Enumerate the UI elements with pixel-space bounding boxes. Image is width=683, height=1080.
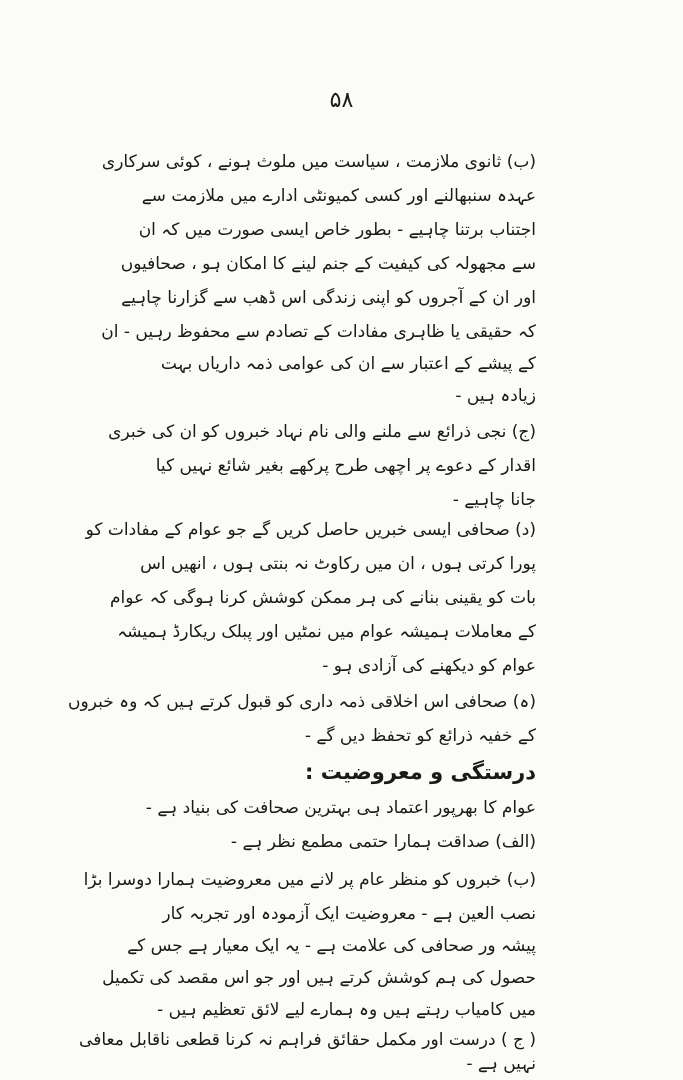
section1-b-line-8: زیادہ ہیں -	[455, 386, 536, 406]
section2-heading: درستگی و معروضیت :	[305, 760, 536, 784]
section1-b-line-3: اجتناب برتنا چاہیے - بطور خاص ایسی صورت میں کہ ان	[138, 220, 536, 240]
section2-j-line-1: ( ج ) درست اور مکمل حقائق فراہم نہ کرنا قطعی ناقابل معافی	[79, 1030, 536, 1050]
section2-j-line-2: نہیں ہے -	[466, 1054, 536, 1074]
section2-b-line-5: میں کامیاب رہتے ہیں وہ ہمارے لیے لائق تعظیم ہیں -	[157, 1000, 536, 1020]
section1-b-line-2: عہدہ سنبھالنے اور کسی کمیونٹی ادارے میں ملازمت سے	[141, 186, 536, 206]
section2-alif: (الف) صداقت ہمارا حتمی مطمع نظر ہے -	[230, 832, 536, 852]
section1-b-line-7: کے پیشے کے اعتبار سے ان کی عوامی ذمہ داریاں بہت	[160, 354, 536, 374]
section1-b-line-6: کہ حقیقی یا ظاہری مفادات کے تصادم سے محفوظ رہیں - ان	[101, 322, 536, 342]
section1-b-line-5: اور ان کے آجروں کو اپنی زندگی اس ڈھب سے گزارنا چاہیے	[121, 288, 536, 308]
section1-d-line-1: (د) صحافی ایسی خبریں حاصل کریں گے جو عوام کے مفادات کو	[85, 520, 536, 540]
section1-b-line-4: سے مجھولہ کی کیفیت کے جنم لینے کا امکان ہو ، صحافیوں	[120, 254, 536, 274]
section1-h-line-1: (ہ) صحافی اس اخلاقی ذمہ داری کو قبول کرتے ہیں کہ وہ خبروں	[68, 692, 536, 712]
section1-d-line-5: عوام کو دیکھنے کی آزادی ہو -	[322, 656, 536, 676]
section1-j-line-2: اقدار کے دعوے پر اچھی طرح پرکھے بغیر شائع نہیں کیا	[155, 456, 536, 476]
section1-d-line-2: پورا کرتی ہوں ، ان میں رکاوٹ نہ بنتی ہوں ، انھیں اس	[140, 554, 536, 574]
section1-h-line-2: کے خفیہ ذرائع کو تحفظ دیں گے -	[304, 726, 536, 746]
section2-b-line-1: (ب) خبروں کو منظر عام پر لانے میں معروضیت ہمارا دوسرا بڑا	[83, 870, 536, 890]
page-number: ۵۸	[329, 88, 354, 113]
section1-j-line-1: (ج) نجی ذرائع سے ملنے والی نام نہاد خبروں کو ان کی خبری	[108, 422, 536, 442]
section2-b-line-3: پیشہ ور صحافی کی علامت ہے - یہ ایک معیار ہے جس کے	[127, 936, 536, 956]
section1-d-line-4: کے معاملات ہمیشہ عوام میں نمٹیں اور پبلک ریکارڈ ہمیشہ	[117, 622, 536, 642]
section1-b-line-1: (ب) ثانوی ملازمت ، سیاست میں ملوث ہونے ، کوئی سرکاری	[101, 152, 536, 172]
section2-b-line-4: حصول کی ہم کوشش کرتے ہیں اور جو اس مقصد کی تکمیل	[102, 968, 536, 988]
section1-j-line-3: جانا چاہیے -	[452, 490, 536, 510]
section2-intro: عوام کا بھرپور اعتماد ہی بہترین صحافت کی بنیاد ہے -	[145, 798, 536, 818]
section1-d-line-3: بات کو یقینی بنانے کی ہر ممکن کوشش کرنا ہوگی کہ عوام	[109, 588, 536, 608]
section2-b-line-2: نصب العین ہے - معروضیت ایک آزمودہ اور تجربہ کار	[162, 904, 536, 924]
